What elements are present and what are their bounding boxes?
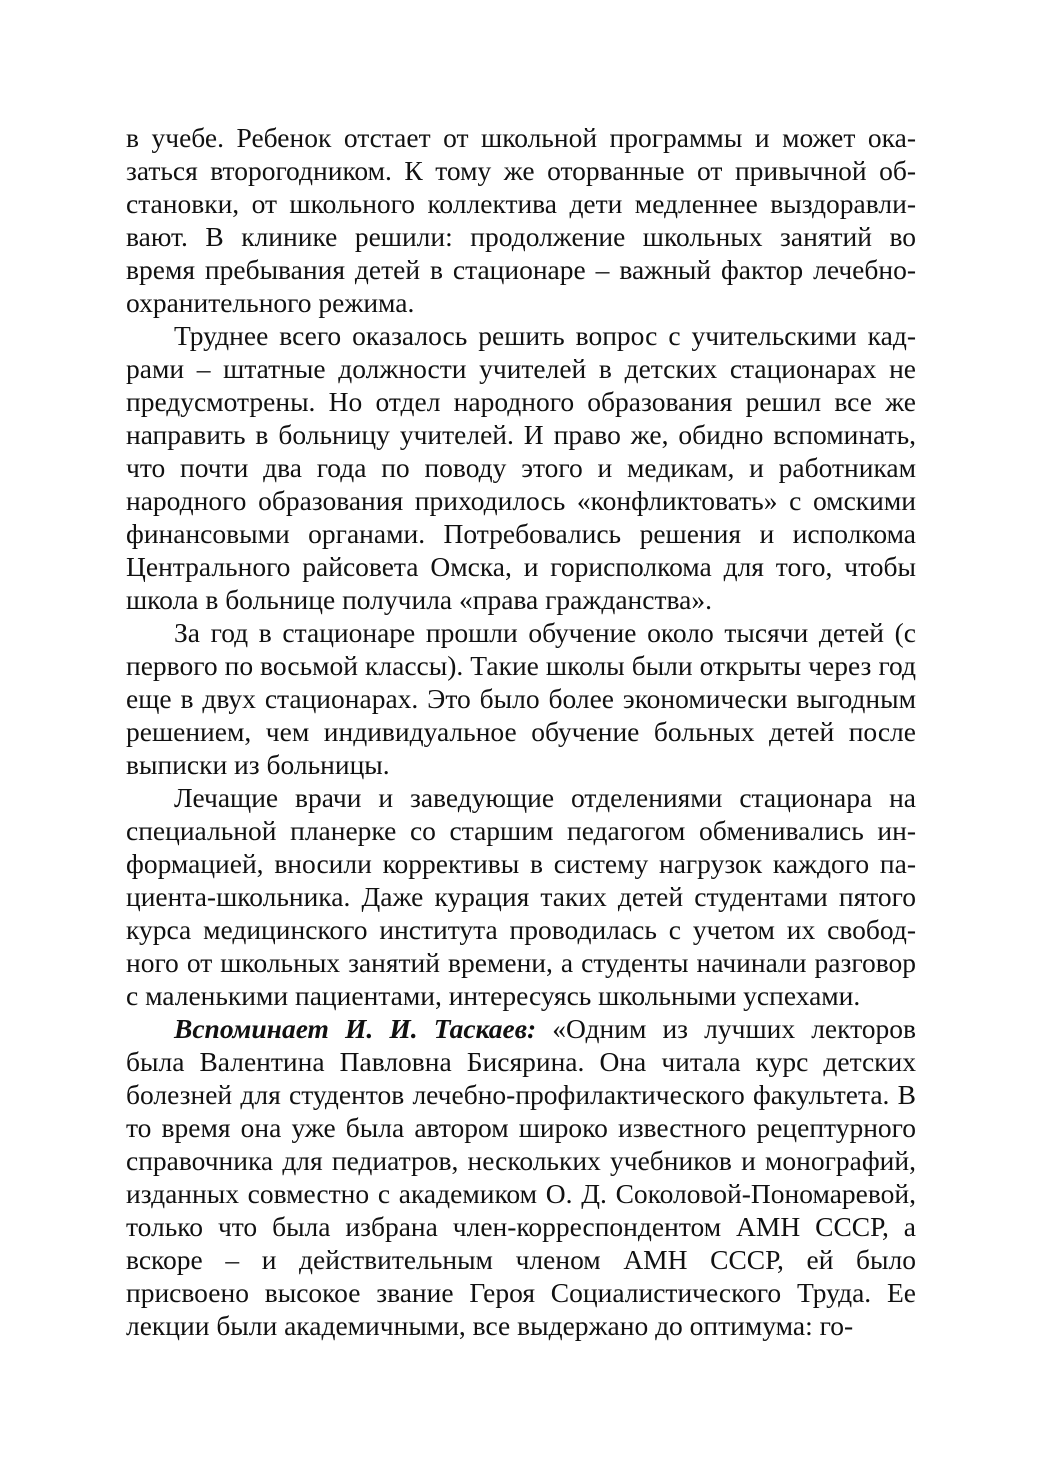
document-page	[126, 121, 916, 1342]
quote-author: Вспоминает И. И. Таскаев:	[174, 1013, 537, 1044]
paragraph-1: в учебе. Ребенок отстает от школьной программы и может оказаться второгодником. К тому же оторванные от привычной обстановки, от школьного коллектива дети медленнее выздоравливают. В клинике решили: продолжение школьных занятий во время пребывания детей в стационаре – важный фактор лечебно-охранительного режима.	[126, 122, 916, 318]
paragraph-3: За год в стационаре прошли обучение около тысячи детей (с первого по восьмой классы). Такие школы были открыты через год еще в двух стационарах. Это было более экономически выгодным решением, чем индивидуальное обучение больных детей после выписки из больницы.	[126, 617, 916, 780]
paragraph-5	[126, 1012, 916, 1342]
paragraph-2: Труднее всего оказалось решить вопрос с учительскими кадрами – штатные должности учителей в детских стационарах не предусмотрены. Но отдел народного образования решил все же направить в больницу учителей. И право же, обидно вспоминать, что почти два года по поводу этого и медикам, и работникам народного образования приходилось «конфликтовать» с омскими финансовыми органами. Потребовались решения и исполкома Центрального райсовета Омска, и горисполкома для того, чтобы школа в больнице получила «права гражданства».	[126, 320, 916, 615]
quote-text: «Одним из лучших лекторов была Валентина Павловна Бисярина. Она читала курс детских болезней для студентов лечебно-профилактического факультета. В то время она уже была автором широко известного рецептурного справочника для педиатров, нескольких учебников и монографий, изданных совместно с академиком О. Д. Соколовой-Пономаревой, только что была избрана член-корреспондентом АМН СССР, а вскоре – и действительным членом АМН СССР, ей было присвоено высокое звание Героя Социалистического Труда. Ее лекции были академичными, все выдержано до оптимума: го-	[126, 1013, 917, 1341]
paragraph-4: Лечащие врачи и заведующие отделениями стационара на специальной планерке со старшим педагогом обменивались информацией, вносили коррективы в систему нагрузок каждого пациента-школьника. Даже курация таких детей студентами пятого курса медицинского института проводилась с учетом их свободного от школьных занятий времени, а студенты начинали разговор с маленькими пациентами, интересуясь школьными успехами.	[126, 782, 916, 1011]
